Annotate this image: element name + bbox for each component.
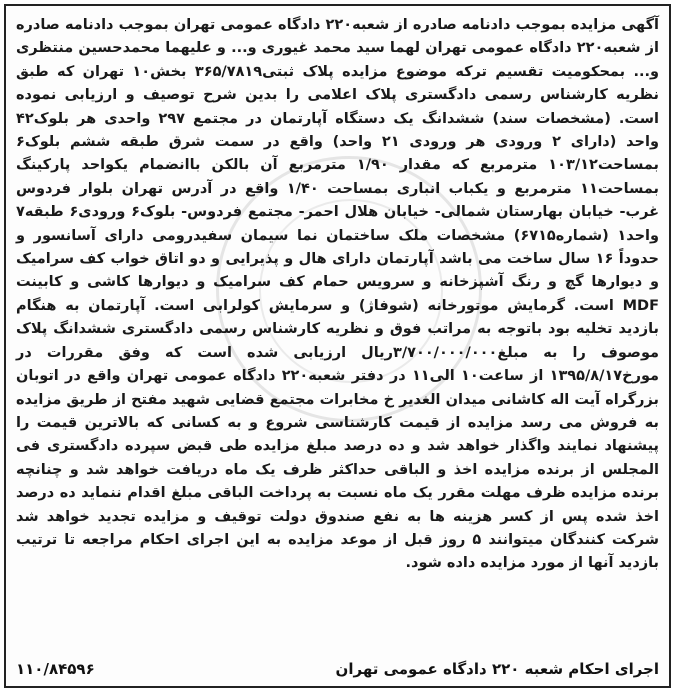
notice-footer: [16, 658, 659, 680]
issuer-signature: اجرای احکام شعبه ۲۲۰ دادگاه عمومی تهران: [335, 660, 659, 678]
notice-body: آگهی مزایده بموجب دادنامه صادره از شعبه۲۲۰ دادگاه عمومی تهران بموجب دادنامه صادره از شعبه۲۲۰ دادگاه عمومی تهران لهما سید محمد غیوری و... و علیهما محمدحسین منتظری و... بمحکومیت تقسیم ترکه موضوع مزایده پلاک ثبتی۳۶۵/۷۸۱۹ بخش۱۰ تهران که طبق نظریه کارشناس رسمی دادگستری پلاک اعلامی را بدین شرح توصیف و ارزیابی نموده است. (مشخصات سند) ششدانگ یک دستگاه آپارتمان در مجتمع ۲۹۷ واحدی هر بلوک۴۲ واحد (دارای ۲ ورودی هر ورودی ۲۱ واحد) واقع در سمت شرق طبقه ششم بلوک۶ بمساحت۱۰۳/۱۲ مترمربع که مقدار ۱/۹۰ مترمربع آن بالکن باانضمام یکواحد پارکینگ بمساحت۱۱ مترمربع و یکباب انباری بمساحت ۱/۴۰ واقع در آدرس تهران بلوار فردوس غرب- خیابان بهارستان شمالی- خیابان هلال احمر- مجتمع فردوس- بلوک۶ ورودی۶ طبقه۷ واحد۱ (شماره۶۷۱۵) مشخصات ملک ساختمان نما سیمان سفیدرومی دارای آسانسور و حدوداً ۱۶ سال ساخت می باشد آپارتمان دارای هال و پذیرایی و دو اتاق خواب کف سرامیک و دیوارها گچ و رنگ آشپزخانه و سرویس حمام کف سرامیک و دیوارها کاشی و کابینت MDF است. گرمایش موتورخانه (شوفاژ) و سرمایش کولرابی است. آپارتمان به هنگام بازدید تخلیه بود باتوجه به مراتب فوق و نظریه کارشناس رسمی دادگستری ششدانگ پلاک موصوف را به مبلغ۳/۷۰۰/۰۰۰/۰۰۰ریال ارزیابی شده است که وفق مقررات در مورخ۱۳۹۵/۸/۱۷ از ساعت۱۰ الی۱۱ در دفتر شعبه۲۲۰ دادگاه عمومی تهران واقع در اتوبان بزرگراه آیت اله کاشانی میدان الغدیر خ مخابرات مجتمع قضایی شهید مفتح از طریق مزایده به فروش می رسد مزایده از قیمت کارشناسی شروع و به کسانی که بالاترین قیمت را پیشنهاد نمایند واگذار خواهد شد و ده درصد مبلغ مزایده طی قبض سپرده دادگستری فی المجلس از برنده مزایده اخذ و الباقی حداکثر ظرف یک ماه دریافت خواهد شد و چنانچه برنده مزایده ظرف مهلت مقرر یک ماه نسبت به پرداخت الباقی مبلغ اقدام ننماید ده درصد اخذ شده پس از کسر هزینه ها به نفع صندوق دولت توقیف و مزایده تجدید خواهد شد شرکت کنندگان میتوانند ۵ روز قبل از موعد مزایده به این اجرای احکام مراجعه تا ترتیب بازدید آنها از مورد مزایده داده شود.: [16, 17, 660, 572]
notice-frame: [4, 4, 671, 688]
notice-code: ۱۱۰/۸۴۵۹۶: [16, 660, 95, 678]
